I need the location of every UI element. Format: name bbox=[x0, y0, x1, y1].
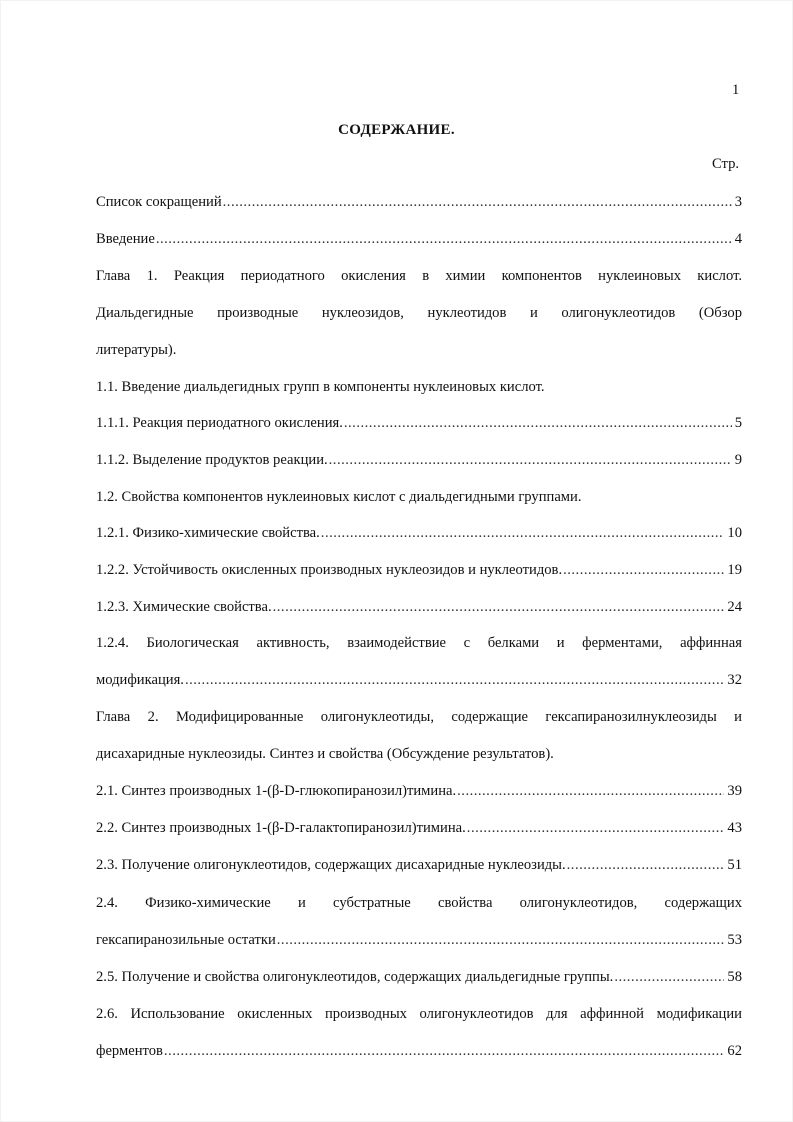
toc-entry-page: 24 bbox=[727, 599, 742, 615]
toc-chapter-1-line-1[interactable]: Глава 1. Реакция периодатного окисления в химии компонентов нуклеиновых кислот. bbox=[96, 268, 742, 284]
toc-entry-page: 39 bbox=[727, 783, 742, 799]
toc-entry-label: 1.1.2. Выделение продуктов реакции. bbox=[96, 452, 328, 468]
toc-chapter-1-line-2[interactable]: Диальдегидные производные нуклеозидов, нуклеотидов и олигонуклеотидов (Обзор bbox=[96, 305, 742, 321]
toc-leader-dots bbox=[273, 598, 725, 616]
toc-entry-page: 10 bbox=[727, 525, 742, 541]
toc-entry-1-2-1[interactable] bbox=[96, 524, 742, 542]
toc-entry-2-6[interactable] bbox=[96, 1042, 742, 1060]
toc-entry-introduction[interactable] bbox=[96, 230, 742, 248]
toc-leader-dots bbox=[185, 671, 724, 689]
toc-entry-page: 5 bbox=[734, 415, 742, 431]
toc-leader-dots bbox=[321, 524, 725, 542]
toc-leader-dots bbox=[567, 856, 725, 874]
toc-entry-page: 4 bbox=[734, 231, 742, 247]
toc-entry-label: модификация. bbox=[96, 672, 184, 688]
page-title: СОДЕРЖАНИЕ. bbox=[338, 122, 455, 138]
toc-entry-1-1-1[interactable] bbox=[96, 414, 742, 432]
toc-entry-2-6-line-1[interactable]: 2.6. Использование окисленных производных олигонуклеотидов для аффинной модификации bbox=[96, 1006, 742, 1022]
toc-entry-label: ферментов bbox=[96, 1043, 163, 1059]
toc-entry-page: 3 bbox=[734, 194, 742, 210]
toc-leader-dots bbox=[329, 451, 732, 469]
toc-entry-1-2[interactable]: 1.2. Свойства компонентов нуклеиновых кислот с диальдегидными группами. bbox=[96, 489, 582, 505]
toc-entry-label: 1.1.1. Реакция периодатного окисления. bbox=[96, 415, 343, 431]
toc-entry-label: гексапиранозильные остатки bbox=[96, 932, 276, 948]
toc-leader-dots bbox=[223, 193, 732, 211]
toc-leader-dots bbox=[344, 414, 732, 432]
toc-entry-1-2-4-line-1[interactable]: 1.2.4. Биологическая активность, взаимодействие с белками и ферментами, аффинная bbox=[96, 635, 742, 651]
toc-leader-dots bbox=[563, 561, 724, 579]
toc-leader-dots bbox=[164, 1042, 725, 1060]
toc-entry-2-1[interactable] bbox=[96, 782, 742, 800]
toc-entry-label: 1.2.2. Устойчивость окисленных производных нуклеозидов и нуклеотидов. bbox=[96, 562, 563, 578]
toc-entry-label: 1.2.1. Физико-химические свойства. bbox=[96, 525, 320, 541]
toc-entry-1-2-3[interactable] bbox=[96, 598, 742, 616]
toc-entry-2-5[interactable] bbox=[96, 968, 742, 986]
toc-entry-page: 9 bbox=[734, 452, 742, 468]
toc-entry-page: 58 bbox=[727, 969, 742, 985]
toc-entry-label: 2.1. Синтез производных 1-(β-D-глюкопиранозил)тимина. bbox=[96, 783, 457, 799]
toc-entry-1-2-2[interactable] bbox=[96, 561, 742, 579]
toc-entry-page: 51 bbox=[727, 857, 742, 873]
toc-entry-label: Введение bbox=[96, 231, 155, 247]
toc-entry-abbreviations[interactable] bbox=[96, 193, 742, 211]
toc-entry-label: 2.2. Синтез производных 1-(β-D-галактопиранозил)тимина. bbox=[96, 820, 466, 836]
toc-leader-dots bbox=[156, 230, 732, 248]
toc-entry-2-4-line-1[interactable]: 2.4. Физико-химические и субстратные свойства олигонуклеотидов, содержащих bbox=[96, 895, 742, 911]
toc-leader-dots bbox=[467, 819, 725, 837]
toc-entry-page: 43 bbox=[727, 820, 742, 836]
toc-leader-dots bbox=[277, 931, 725, 949]
toc-entry-2-3[interactable] bbox=[96, 856, 742, 874]
page-number: 1 bbox=[732, 82, 740, 98]
toc-entry-2-4[interactable] bbox=[96, 931, 742, 949]
toc-entry-1-1[interactable]: 1.1. Введение диальдегидных групп в компоненты нуклеиновых кислот. bbox=[96, 379, 545, 395]
toc-chapter-2-line-1[interactable]: Глава 2. Модифицированные олигонуклеотиды, содержащие гексапиранозилнуклеозиды и bbox=[96, 709, 742, 725]
toc-entry-page: 32 bbox=[727, 672, 742, 688]
toc-chapter-1-line-3[interactable]: литературы). bbox=[96, 342, 177, 358]
toc-entry-label: Список сокращений bbox=[96, 194, 222, 210]
toc-entry-2-2[interactable] bbox=[96, 819, 742, 837]
toc-entry-1-1-2[interactable] bbox=[96, 451, 742, 469]
toc-entry-page: 53 bbox=[727, 932, 742, 948]
toc-entry-label: 2.5. Получение и свойства олигонуклеотидов, содержащих диальдегидные группы. bbox=[96, 969, 614, 985]
page-column-label: Стр. bbox=[712, 156, 740, 172]
toc-leader-dots bbox=[457, 782, 724, 800]
toc-chapter-2-line-2[interactable]: дисахаридные нуклеозиды. Синтез и свойства (Обсуждение результатов). bbox=[96, 746, 554, 762]
toc-entry-page: 19 bbox=[727, 562, 742, 578]
toc-entry-1-2-4[interactable] bbox=[96, 671, 742, 689]
toc-entry-page: 62 bbox=[727, 1043, 742, 1059]
toc-leader-dots bbox=[614, 968, 724, 986]
toc-entry-label: 1.2.3. Химические свойства. bbox=[96, 599, 272, 615]
toc-entry-label: 2.3. Получение олигонуклеотидов, содержащих дисахаридные нуклеозиды. bbox=[96, 857, 566, 873]
